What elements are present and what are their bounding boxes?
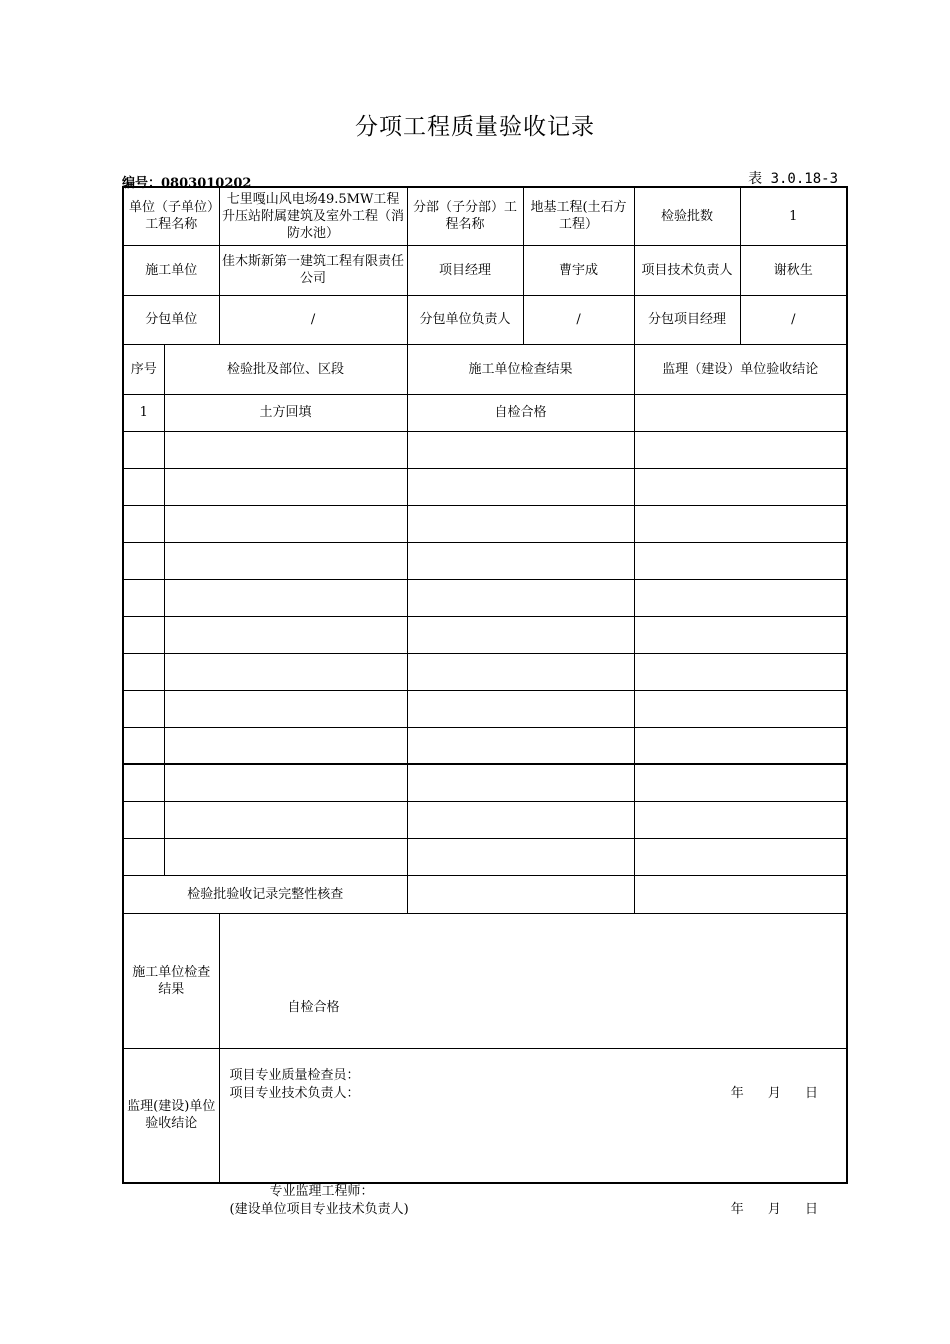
col-check-header: 施工单位检查结果 (407, 344, 634, 394)
empty-cell (407, 764, 634, 801)
contractor-label: 施工单位 (123, 245, 219, 295)
quality-inspector-line: 项目专业质量检查员： (229, 1067, 360, 1083)
empty-cell (407, 579, 634, 616)
unit-value: 七里嘎山风电场49.5MW工程升压站附属建筑及室外工程（消防水池） (219, 187, 407, 245)
empty-cell (164, 616, 407, 653)
table-row (123, 801, 847, 838)
empty-cell (407, 727, 634, 764)
empty-cell (407, 542, 634, 579)
empty-cell (123, 653, 164, 690)
empty-cell (164, 764, 407, 801)
pm-label: 项目经理 (407, 245, 523, 295)
empty-cell (164, 727, 407, 764)
table-row (123, 838, 847, 875)
division-label: 分部（子分部）工程名称 (407, 187, 523, 245)
contractor-value: 佳木斯新第一建筑工程有限责任公司 (219, 245, 407, 295)
sub-lead-label: 分包单位负责人 (407, 295, 523, 344)
supervisor-engineer-line: 专业监理工程师： (269, 1184, 374, 1200)
empty-cell (123, 690, 164, 727)
empty-cell (164, 468, 407, 505)
empty-cell (164, 505, 407, 542)
row-accept (634, 394, 847, 431)
sub-lead-value: / (523, 295, 634, 344)
row-batch: 土方回填 (164, 394, 407, 431)
table-row (123, 690, 847, 727)
empty-cell (634, 542, 847, 579)
empty-cell (164, 690, 407, 727)
row-check: 自检合格 (407, 394, 634, 431)
empty-cell (634, 431, 847, 468)
tech-lead-label: 项目技术负责人 (634, 245, 740, 295)
table-row (123, 616, 847, 653)
empty-cell (407, 838, 634, 875)
empty-cell (634, 579, 847, 616)
contractor-result-block (219, 913, 847, 1101)
empty-cell (123, 468, 164, 505)
supervisor-label: 监理(建设)单位验收结论 (123, 1048, 219, 1183)
table-row (123, 505, 847, 542)
table-row (123, 394, 847, 431)
empty-cell (407, 431, 634, 468)
empty-cell (164, 579, 407, 616)
pm-value: 曹宇成 (523, 245, 634, 295)
completeness-check (407, 875, 634, 913)
contractor-result-label: 施工单位检查结果 (123, 913, 219, 1048)
table-row (123, 579, 847, 616)
empty-cell (123, 764, 164, 801)
empty-cell (634, 727, 847, 764)
tech-lead-line: 项目专业技术负责人： (229, 1085, 360, 1101)
empty-cell (123, 431, 164, 468)
form-number: 表 3.0.18-3 (748, 171, 838, 187)
col-accept-header: 监理（建设）单位验收结论 (634, 344, 847, 394)
contractor-date: 年 月 日 (730, 1085, 819, 1101)
empty-cell (123, 727, 164, 764)
empty-cell (407, 468, 634, 505)
owner-tech-lead-line: (建设单位项目专业技术负责人) (229, 1202, 409, 1218)
empty-cell (164, 542, 407, 579)
batch-count-value: 1 (740, 187, 847, 245)
completeness-accept (634, 875, 847, 913)
tech-lead-value: 谢秋生 (740, 245, 847, 295)
supervisor-date: 年 月 日 (730, 1202, 819, 1218)
completeness-label: 检验批验收记录完整性核查 (123, 875, 407, 913)
sub-label: 分包单位 (123, 295, 219, 344)
serial-value: 0803010202 (161, 176, 252, 191)
empty-cell (407, 801, 634, 838)
empty-cell (407, 653, 634, 690)
empty-cell (634, 690, 847, 727)
table-row (123, 431, 847, 468)
empty-cell (164, 838, 407, 875)
table-row (123, 727, 847, 764)
table-row (123, 468, 847, 505)
page-title: 分项工程质量验收记录 (355, 114, 595, 140)
batch-count-label: 检验批数 (634, 187, 740, 245)
empty-cell (634, 468, 847, 505)
empty-cell (164, 653, 407, 690)
empty-cell (407, 616, 634, 653)
table-row (123, 542, 847, 579)
empty-cell (164, 431, 407, 468)
empty-cell (164, 801, 407, 838)
empty-cell (123, 838, 164, 875)
division-value: 地基工程(土石方工程） (523, 187, 634, 245)
unit-label: 单位（子单位）工程名称 (123, 187, 219, 245)
empty-cell (123, 542, 164, 579)
empty-cell (407, 505, 634, 542)
empty-cell (634, 505, 847, 542)
empty-cell (407, 690, 634, 727)
empty-cell (634, 838, 847, 875)
empty-cell (634, 801, 847, 838)
empty-cell (634, 764, 847, 801)
empty-cell (123, 801, 164, 838)
serial-label: 编号： (122, 176, 162, 191)
contractor-result-text: 自检合格 (287, 999, 340, 1015)
empty-cell (634, 653, 847, 690)
empty-cell (123, 616, 164, 653)
row-seq: 1 (123, 394, 164, 431)
empty-cell (634, 616, 847, 653)
sub-pm-value: / (740, 295, 847, 344)
empty-cell (123, 579, 164, 616)
sub-value: / (219, 295, 407, 344)
empty-cell (123, 505, 164, 542)
acceptance-table (122, 186, 848, 1218)
sub-pm-label: 分包项目经理 (634, 295, 740, 344)
col-batch-header: 检验批及部位、区段 (164, 344, 407, 394)
table-row (123, 653, 847, 690)
col-seq-header: 序号 (123, 344, 164, 394)
table-row (123, 764, 847, 801)
